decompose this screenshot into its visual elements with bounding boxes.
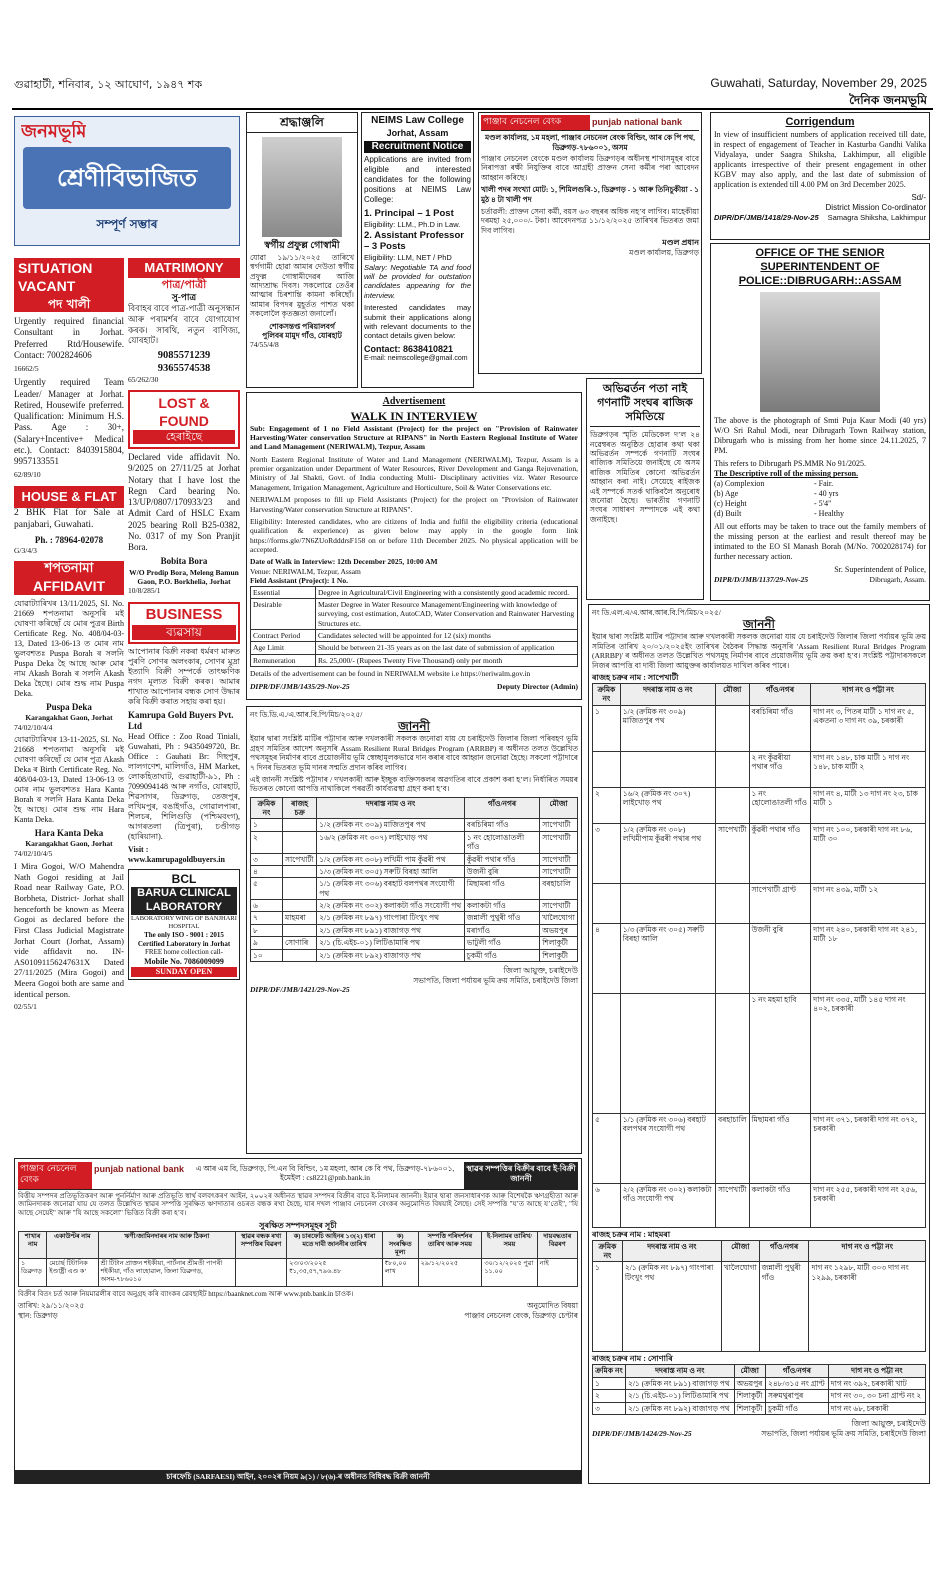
table-row: Contract Period Candidates selected will be appointed for 12 (six) months — [251, 630, 578, 642]
table-row: ৪ ১/৩ (ক্ৰমিক নং ৩০৫) সৰুটি বিৰহা আলি উজনী বুৰি সাপেখাটী — [251, 865, 578, 877]
situation-ad-1-code: 16662/5 — [14, 364, 39, 373]
interview-p2: NERIWALM proposes to fill up Field Assistants (Project) for the project on "Provision of Rainwater Harvesting/Water conservation Structure at RIPANS". — [250, 495, 578, 514]
affidavit-heading: AFFIDAVIT — [14, 578, 124, 596]
notice-right-code: DIPR/DF/JMB/1424/29-Nov-25 — [592, 1428, 692, 1438]
police-desc-row: (b) Age - 40 yrs — [714, 489, 839, 499]
lostfound-body: Declared vide affidavit No. 9/2025 on 27/11/25 at Jorhat Notary that I have lost the Regn Card bearing No. 13/UP/0807/170933/23 and Admit Card of HSLC Exam 2025 bearing Roll B25-0382, No. 0317 of my Son Pranjit Bora. — [128, 452, 240, 553]
neims-post-1-elig: Eligibility: LLM., Ph.D in Law. — [364, 220, 461, 230]
pnb-top-posts: খালী পদৰ সংখ্যা মোট: ১, শিমিলগুৰি-১, ডিব্ৰুগড় - ১ আৰু তিনিচুকীয়া - ১ মুঠ ৪ টা খালী পদ — [481, 185, 699, 204]
pnb-top-body: পাঞ্জাব নেচনেল বেংকে মণ্ডল কাৰ্যালয় ডিব্ৰুগড়ৰ অধীনস্থ শাখাসমূহৰ বাবে নিৰাপত্তা ৰক্ষী নিযুক্তিৰ বাবে আগ্ৰহী প্ৰাক্তন সেনা কৰ্মীৰ পৰা আবেদন আহ্বান কৰিছে। — [481, 154, 699, 182]
obituary-name: স্বৰ্গীয় প্ৰফুল্ল গোস্বামী — [264, 241, 340, 251]
pnb-sale-table — [18, 1231, 578, 1287]
lab-sunday: SUNDAY OPEN — [131, 967, 237, 977]
affidavit-ad-2-code: 74/02/10/4/5 — [14, 848, 53, 858]
pnb-top-sign-2: মণ্ডল কাৰ্যালয়, ডিব্ৰুগড় — [629, 248, 699, 257]
pnb-sale-sign: অনুমোদিত বিষয়া — [527, 1301, 578, 1311]
police-desc-row: (d) Built - Healthy — [714, 509, 844, 519]
pnb-sale-address: এ আৰ এম বি, ডিব্ৰুগড়, পি.এন বি বিল্ডিং, ১ম মহলা, আৰ কে বি পথ, ডিব্ৰুগড়-৭৮৬০০১, ইমেইল : cs8221@pnb.bank.in — [195, 1164, 455, 1183]
table-row: Essential Degree in Agricultural/Civil Engineering with a consistently good academic record. — [251, 586, 578, 598]
interview-footer — [250, 682, 578, 691]
interview-code: DIPR/DF/JMB/1435/29-Nov-25 — [250, 681, 350, 691]
notice-mid-title: জাননী — [398, 719, 430, 734]
affidavit-ad-2-name: Hara Kanta Deka — [34, 828, 104, 839]
notice-right-table-3 — [592, 1364, 926, 1415]
corrigendum-title: Corrigendum — [785, 116, 855, 128]
obituary-text: যোৱা ১৯/১১/২০২৫ তাৰিখে স্বৰ্গগামী হোৱা আমাৰ দেউতা স্বৰ্গীয় প্ৰফুল্ল গোস্বামীদেৱৰ আজি আদ্যশ্ৰাদ্ধ দিবস। সকলোৱে তেওঁৰ আত্মাৰ চিৰশান্তি কামনা কৰিছোঁ। আমাৰ বিপদৰ মুহূৰ্তত পাশত থকা সকলোলৈ কৃতজ্ঞতা জনালোঁ। — [250, 252, 354, 319]
table-row: ৩ ২/১ (ক্ৰমিক নং ৮৯২) বাজাগড় পথ শিলাকুটী চুকমী গাঁও দাগ নং ৬৮, চৰকাৰী — [593, 1402, 926, 1414]
classifieds-title: শ্ৰেণীবিভাজিত — [23, 147, 231, 209]
notice-mid — [246, 706, 582, 1154]
table-row: ১ নং মহমা হাবি দাগ নং ৩৩৫, মাটী ১৪৫ দাগ নং ৪০২, চৰকাৰী — [593, 993, 926, 1113]
interview-sign: Deputy Director (Admin) — [497, 681, 578, 691]
table-row: ৬ ২/২ (ক্ৰমিক নং ৩০২) কলাকটা গাঁও সংযোগী পথ সাপেখাটী কলাকটা গাঁও দাগ নং ২৫৫, চৰকাৰী দাগ নং ২৫৬, চৰকাৰী — [593, 1183, 926, 1227]
obituary — [246, 112, 358, 388]
matrimony-heading: MATRIMONY — [128, 258, 240, 278]
house-phone: Ph. : 78964-02078 — [34, 534, 104, 545]
police-ref: This refers to Dibrugarh PS.MMR No 91/2025. — [714, 459, 866, 469]
business-heading-as: ব্যৱসায় — [132, 625, 236, 640]
matrimony-code: 65/262/30 — [128, 375, 159, 384]
notice-right-footer — [592, 1429, 926, 1438]
table-row: ২ ১৬/২ (ক্ৰমিক নং ৩০৭) লাইখোড় পথ ১ নং হোলোঙাতলী গাঁও দাগ নং ৪, মাটী ১৩ দাগ নং ২৩, চাক মাটী ১ — [593, 787, 926, 823]
affidavit-ad-1-code: 74/02/10/4/4 — [14, 722, 53, 732]
pnb-top-brand: punjab national bank — [592, 117, 683, 127]
neims-college: NEIMS Law College — [371, 115, 464, 126]
police-title: OFFICE OF THE SENIOR SUPERINTENDENT OF POLICE::DIBRUGARH::ASSAM — [738, 247, 902, 287]
table-row: ১ ২/১ (ক্ৰমিক নং ৮৯৭) গাংপাৰা টিংখুং পথ খালৈঘোগা জন্নালী পুথুৰী গাঁও দাগ নং ১২৯৮, মাটী ৩০৩ দাগ নং ১২৯৯, চৰকাৰী — [593, 1262, 926, 1352]
police-code: DIPR/D/JMB/1137/29-Nov-25 — [714, 575, 809, 585]
pnb-sale-sign-2: পাঞ্জাব নেচনেল বেংক, ডিব্ৰুগড় চেণ্টাৰ — [464, 1310, 578, 1320]
pnb-top-address: মণ্ডল কাৰ্যালয়, ১ম মহলা, পাঞ্জাব নেচনেল বেংক বিল্ডিং, আৰ কে পি পথ, ডিব্ৰুগড়-৭৮৬০০১, অসম — [484, 133, 695, 152]
table-row: ১০ ২/১ (ক্ৰমিক নং ৮৯২) বাজাগড় পথ চুকমী গাঁও শিলাকুটী — [251, 949, 578, 961]
table-row: সাপেখাটী গ্ৰাণ্ট দাগ নং ৪৩৯, মাটী ১২ — [593, 883, 926, 923]
business-visit: Visit : www.kamrupagoldbuyers.in — [128, 845, 225, 864]
house-code: G/3/4/3 — [14, 546, 37, 555]
lab-iso: The only ISO - 9001 : 2015 Certified Laboratory in Jorhat — [137, 930, 231, 948]
interview-title: WALK IN INTERVIEW — [350, 408, 478, 423]
corrigendum-org: Samagra Shiksha, Lakhimpur — [827, 212, 926, 222]
notice-right-circle-3: ৰাজহ চক্ৰৰ নাম : সোণাৰি — [592, 1354, 673, 1364]
table-row: ২ নং কুঁৱৰীয়া পথাৰ গাঁও দাগ নং ১৪৮, চাক মাটী ১ দাগ নং ১৪৮, চাক মাটী ২ — [593, 751, 926, 787]
pnb-sale-title: স্থাৱৰ সম্পত্তিৰ বিক্ৰীৰ বাবে ই-বিক্ৰী জাননী — [464, 1162, 578, 1189]
notice-right — [588, 604, 930, 1484]
police-desc-row: (c) Height - 5'4" — [714, 499, 832, 509]
notice-right-sign-2: সভাপতি, জিলা পৰ্যায়ৰ ভূমি ক্ৰয় সমিতি, চৰাইদেউ জিলা — [761, 1428, 926, 1438]
interview-table — [250, 586, 578, 668]
corrigendum-sd: Sd/- — [911, 192, 926, 202]
neims-notice: Recruitment Notice — [364, 141, 471, 154]
notice-mid-sign-2: সভাপতি, জিলা পৰ্যায়ৰ ভূমি ক্ৰয় সমিতি, চৰাইদেউ জিলা — [413, 975, 578, 985]
house-heading: HOUSE & FLAT — [14, 486, 124, 508]
table-header: ক্ৰমিক নং ৰাজহ চক্ৰ দদৰাস্ত নাম ও নং গাঁও/নগৰ মৌজা — [251, 797, 578, 819]
police-appeal: All out efforts may be taken to trace out the family members of the missing person at the earliest and result thereof may be intimated to the EO SI Manash Borah (M/No. 7002028174) for further necessary action. — [714, 522, 926, 562]
table-row: ১ ২/১ (ক্ৰমিক নং ৮৯১) বাজাগড় পথ অভয়পুৰ ২৪৮/৩১৫ নং গ্ৰাণ্ট দাগ নং ৩৯২, চৰকাৰী খাট — [593, 1377, 926, 1389]
lab-home: FREE home collection call- — [145, 948, 223, 957]
pnb-sale-intro: বিত্তীয় সম্পদৰ প্ৰতিভূতিকৰণ আৰু পুনৰ্নিৰ্মাণ আৰু প্ৰতিভূতি স্বাৰ্থ বলবৎকৰণ আইন, ২০০২ৰ অধীনত স্থাৱৰ সম্পদৰ বিক্ৰীৰ বাবে ই-নিলামৰ জাননী। ইয়াৰ দ্বাৰা জনসাধাৰণক আৰু বিশেষকৈ ঋণগ্ৰহীতা আৰু জামিনদাৰক জনোৱা যায় যে তলত উল্লেখিত স্থাৱৰ সম্পত্তি সুৰক্ষিত ঋণদাতাৰ ওচৰত বন্ধক ৰখা হৈছে, যাৰ দখল পাঞ্জাব নেচনেল বেংকৰ অনুমোদিত বিষয়াই লৈছে। সেই সম্পত্তি "য’ত আছে য’তেই", "যি আছে সেয়েই" আৰু "যি আছে সকলো" ভিত্তিত বিক্ৰী কৰা হ’ব। — [18, 1191, 578, 1217]
table-row: Remuneration Rs. 25,000/- (Rupees Twenty Five Thousand) only per month — [251, 654, 578, 666]
corrigendum-footer — [714, 213, 926, 222]
notice-mid-table — [250, 797, 578, 962]
notice-mid-sign: জিলা আয়ুক্ত, চৰাইদেউ — [503, 965, 578, 975]
corrigendum — [710, 112, 930, 240]
notice-mid-code: DIPR/DF/JMB/1421/29-Nov-25 — [250, 985, 350, 995]
obituary-photo — [262, 137, 342, 237]
notice-right-table-1 — [592, 683, 926, 1228]
classifieds-brand: জনমভূমি — [21, 121, 87, 142]
table-header: ক্ৰমিক নং দদৰাস্ত নাম ও নং মৌজা গাঁও/নগৰ দাগ নং ও পট্টা নং — [593, 1240, 926, 1262]
obituary-code: 74/55/4/8 — [250, 340, 279, 350]
situation-heading-as: পদ খালী — [14, 297, 124, 312]
classifieds-subtitle: সম্পূৰ্ণ সম্ভাৰ — [96, 217, 158, 231]
notice-right-circle-2: ৰাজহ চক্ৰৰ নাম : মাহমৰা — [592, 1229, 671, 1239]
situation-ad-2-code: 62/89/10 — [14, 470, 41, 480]
affidavit-ad-1-addr: Karangakhat Gaon, Jorhat — [25, 713, 113, 723]
police-body: The above is the photograph of Smti Puja Kaur Modi (40 yrs) W/O Sri Rahul Modi, near Dibrugarh Town Railway station, Dibrugarh who is missing from her home since 24.11.2025, 7 PM. — [714, 416, 926, 456]
classifieds-banner — [14, 116, 240, 246]
police-sign: Sr. Superintendent of Police, — [834, 565, 926, 575]
situation-heading: SITUATION VACANT — [14, 258, 124, 297]
committee-title: অভিৱৰ্তন পতা নাই গণনাটি সংঘৰ ৰাজিক সমিতিয়ে — [590, 382, 700, 427]
pnb-top-header — [481, 115, 699, 131]
business-body: আপোনাৰ বিক্ৰী নকৰা ধৰ্মৰণ মাৰুত পুৰণি সোণৰ অলংকাৰ, সোণৰ মুদ্ৰা ইত্যাদি বিক্ৰী সম্পৰ্কে তাৎক্ষণিক নগদ মূল্যত বিক্ৰী কৰক। আমাৰ শাখাত আপোনাৰ বন্ধক সোণ উদ্ধাৰ কৰি বিক্ৰী কৰাত সহায় কৰা হয়। — [128, 646, 240, 706]
table-row: ৫ ১/১ (ক্ৰমিক নং ৩০৬) বৰহাট বলপথৰ সংযোগী পথ মিছামৰা গাঁও বৰহাচালি — [251, 878, 578, 900]
committee-news — [586, 378, 704, 600]
table-row: ৬ ২/২ (ক্ৰমিক নং ৩০২) কলাকটা গাঁও সংযোগী পথ কলাকটা গাঁও সাপেখাটী — [251, 900, 578, 912]
lab-name: BARUA CLINICAL LABORATORY — [131, 887, 237, 915]
interview-p3: Eligibility: Interested candidates, who are citizens of India and fulfil the eligibility criteria (educational qualification & experience) as given below may apply in the google form link https://forms.gle/7N6ZUoRdddrsF158 on or before 11th December 2025. No physical application will be accepted. — [250, 516, 578, 554]
pnb-recruit-ad — [478, 112, 702, 374]
neims-submit: Interested candidates may submit their applications along with relevant documents to the contact details given below: — [364, 303, 471, 341]
neims-post-2-elig: Eligibility: LLM, NET / PhD — [364, 253, 452, 263]
lab-mobile: Mobile No. 7086009099 — [144, 957, 224, 966]
business-heading: BUSINESS — [145, 605, 223, 623]
police-desc-title: The Descriptive roll of the missing person. — [714, 469, 859, 479]
business-heading-box — [128, 602, 240, 644]
lab-brand: BCL — [171, 872, 197, 886]
obituary-place: পুলিবৰ মামুদ গাঁও, যোৰহাট — [262, 330, 342, 340]
corrigendum-code: DIPR/DF/JMB/1418/29-Nov-25 — [714, 212, 819, 222]
table-row: ৫ ১/১ (ক্ৰমিক নং ৩০৬) বৰহাট বলপথৰ সংযোগী পথ বৰহাচালি মিছামৰা গাঁও দাগ নং ৩৭১, চৰকাৰী দাগ নং ৩৭২, চৰকাৰী — [593, 1113, 926, 1183]
table-row: ৩ সাপেখাটী ১/২ (ক্ৰমিক নং ৩০৮) লখিমী পাম কুঁৱৰী পথ কুঁৱৰী পথাৰ গাঁও সাপেখাটী — [251, 853, 578, 865]
neims-salary: Salary: Negotiable TA and food will be provided for outstation candidates appearing for the interview. — [364, 262, 471, 300]
notice-right-ref: নং ডি.এল.এ/এ.আৰ.আৰ.বি.পি/মিচ/২০২৫/ — [592, 608, 721, 617]
lostfound-heading: LOST & FOUND — [158, 395, 210, 429]
table-row: ৪ ১/৩ (ক্ৰমিক নং ৩০৫) সৰুটি বিৰহা আলি উজনী বুৰি দাগ নং ২৪০, চৰকাৰী দাগ নং ২৪১, মাটী ১৮ — [593, 923, 926, 993]
interview-field: Field Assistant (Project): 1 No. — [250, 576, 348, 586]
table-header: ক্ৰমিক নং দদৰাস্ত নাম ও নং মৌজা গাঁও/নগৰ দাগ নং ও পট্টা নং — [593, 683, 926, 705]
neims-contact: Contact: 8638410821 — [364, 343, 454, 354]
situation-ad-2: Urgently required Team Leader/ Manager at Jorhat. Retired, Housewife preferred. Qualification: Minimum H.S. Pass. Age : 30+, (Salary+Incentive+ Medical etc.). Contact: 8403915804, 9957133551 — [14, 377, 124, 467]
pnb-sale-brand: punjab national bank — [94, 1164, 185, 1174]
lostfound-addr: W/O Prodip Bora, Meleng Bamun Gaon, P.O. Borkhelia, Jorhat — [129, 567, 239, 586]
header-left-date: গুৱাহাটী, শনিবাৰ, ১২ আঘোণ, ১৯৪৭ শক — [14, 78, 203, 91]
table-row: ২ ১৬/২ (ক্ৰমিক নং ৩০৭) লাইখোড় পথ ১ নং হোলোঙাতলী গাঁও সাপেখাটী — [251, 831, 578, 853]
notice-right-sign: জিলা আয়ুক্ত, চৰাইদেউ — [851, 1418, 926, 1428]
interview-ad — [246, 392, 582, 700]
pnb-sale-header — [18, 1162, 578, 1190]
affidavit-ad-2: যোৱাট্যাৰিখৰ 13-11-2025, SI. No. 21668 শপতনামা অনুসৰি মই ঘোষণা কৰিছোঁ যে মোৰ পুত্ৰ Akash Deka ৰ Birth Certificate Reg. No. 408/04-03-13, Dated 13-06-13 ত মোৰ নাম ভুলবশতঃ Hara Kanta Borah ৰ সলনি Hara Kanta Deka হৈ আছে। মোৰ শুদ্ধ নাম Hara Kanta Deka. — [14, 735, 124, 825]
pnb-sale-sign-row — [18, 1301, 578, 1320]
affidavit-heading-as: শপতনামা — [14, 561, 124, 577]
pnb-top-brand-as: পাঞ্জাব নেচনেল বেংক — [481, 115, 590, 130]
corrigendum-sign: District Mission Co-ordinator — [825, 202, 926, 212]
lostfound-heading-box — [128, 390, 240, 449]
header-rule — [12, 108, 933, 110]
matrimony-phone-2: 9365574538 — [157, 362, 211, 374]
table-row: ৩ ১/২ (ক্ৰমিক নং ৩০৮) লখিমীপাম কুঁৱৰী পথাৰ পথ সাপেখাটী কুঁৱৰী পথাৰ গাঁও দাগ নং ১০০, চৰকাৰী দাগ নং ৮৬, মাটী ৩০ — [593, 823, 926, 883]
business-office: Head Office : Zoo Road Tiniali, Guwahati, Ph : 9435049720, Br. Office : Gauhati Br: দিছপুৰ, লালগণেশ, মালিগাঁও, HM Market, লোকহিতাঘাট, গুৱাহাটী-৯১, Ph : 7099094148 আৰু নগাঁও, যোৰহাট, শিৱসাগৰ, ডিব্ৰুগড়, তেজপুৰ, লখিমপুৰ, বঙাইগাঁও, গোৱালপাৰা, শিলচৰ, শিলিগুড়ি (পশ্চিমবংগ), আগৰতলা (ত্ৰিপুৰা), চণ্ডীগড় (হাৰিয়ানা). — [128, 732, 240, 841]
house-ad: 2 BHK Flat for Sale at panjabari, Guwahati. — [14, 508, 124, 530]
pnb-sale-brand-as: পাঞ্জাব নেচনেল বেংক — [18, 1162, 92, 1189]
pnb-sale-schedule: সুৰক্ষিত সম্পদসমূহৰ সূচী — [259, 1220, 337, 1230]
table-header: ক্ৰমিক নং দদৰাস্ত নাম ও নং মৌজা গাঁও/নগৰ দাগ নং ও পট্টা নং — [593, 1365, 926, 1377]
notice-right-circle-1: ৰাজহ চক্ৰৰ নাম : সাপেখাটী — [592, 672, 679, 682]
table-row: ৭ মাহমৰা ২/১ (ক্ৰমিক নং ৮৯৭) গাংপাৰা টিংখুং পথ জন্নালী পুথুৰী গাঁও খালৈঘোগা — [251, 912, 578, 924]
pnb-sale-terms: বিক্ৰীৰ বিতং চৰ্ত আৰু নিয়মাৱলীৰ বাবে অনুগ্ৰহ কৰি ব্যাংকৰ ৱেবছাইট https://baanknet.com আৰু www.pnb.bank.in চাওক। — [18, 1289, 354, 1298]
missing-person-photo — [760, 292, 880, 412]
obituary-title: শ্ৰদ্ধাঞ্জলি — [247, 113, 357, 133]
interview-sub: Sub: Engagement of 1 no Field Assistant (Project) for the project on "Provision of Rainwater Harvesting/Water conservation Structure at RIPANS" in North Eastern Regional Institute of Water and Land Management (NERIWALM), Tezpur, Assam — [250, 423, 578, 452]
notice-mid-body: ইয়াৰ দ্বাৰা সংশ্লিষ্ট মাটিৰ পট্টাদাৰ আৰু দখলকাৰী সকলক জনোৱা যায় যে চৰাইদেউ জিলাৰ জিলা পৰিবহণ ভূমি গ্ৰহণ সমিতিৰ আদেশ অনুসৰি Assam Resilient Rural Bridges Program (ARRBP) ৰ অধীনত তলত উল্লেখিত পথসমূহৰ নিৰ্মাণৰ বাবে প্ৰয়োজনীয় ভূমি স্বেচ্ছামূলকভাৱে দান কৰাৰ বাবে আহ্বান জনোৱা হৈছে। সকলো পট্টাদাৰে ৭ দিনৰ ভিতৰত ভূমি দানৰ সন্মতি প্ৰদান কৰিব লাগিব। — [250, 734, 578, 772]
matrimony-heading-as: পাত্ৰ/পাত্ৰী — [161, 278, 207, 292]
notice-mid-body-2: এই জাননী সংশ্লিষ্ট পট্টাদাৰ / দখলকাৰী আৰু ইচ্ছুক ব্যক্তিসকলৰ অৱগতিৰ বাবে প্ৰকাশ কৰা হ’ল। নিৰ্ধাৰিত সময়ৰ ভিতৰত কোনো আপত্তি নাথাকিলে পৰৱৰ্তী কাৰ্যব্যৱস্থা গ্ৰহণ কৰা হ’ব। — [250, 774, 578, 794]
pnb-sale-footer: চাৰফেচি (SARFAESI) আইন, ২০০২ৰ নিয়ম ৯(১) / ৮(৬)-ৰ অধীনত বিধিবদ্ধ বিক্ৰী জাননী — [15, 1470, 581, 1483]
notice-mid-ref: নং ডি.ডি.এ./এ.আৰ.বি.পি/মিচ/২০২৫/ — [250, 710, 363, 719]
lab-ad — [128, 869, 240, 980]
header-right-date: Guwahati, Saturday, November 29, 2025 — [710, 76, 927, 90]
matrimony-phone-1: 9085571239 — [157, 349, 211, 361]
police-desc-list — [714, 479, 926, 519]
neims-email: E-mail: neimscollege@gmail.com — [364, 354, 468, 362]
notice-right-table-2 — [592, 1240, 926, 1353]
table-row: ৯ সোণাৰি ২/১ (চি.এইচ-০১) লিটিঙামাৰি পথ ভাটুলী গাঁও শিলাকুটী — [251, 937, 578, 949]
interview-details: Details of the advertisement can be found in NERIWALM website i.e https://neriwalm.gov.in — [250, 669, 531, 679]
interview-venue: Venue: NERIWALM, Tezpur, Assam — [250, 566, 361, 576]
header-paper-name: দৈনিক জনমভূমি — [849, 93, 927, 107]
lostfound-heading-as: হেৰাইছে — [133, 430, 235, 444]
table-row: ১ ডিব্ৰুগড় মেচাৰ্ছ টিটানিক ইণ্ডাষ্ট্ৰী এণ্ড ক’ শ্ৰী টিটান প্ৰাক্তন শইকীয়া, পাৰ্টনাৰ শ্ৰীমতী পাপৰী শইকীয়া, গাঁও লাহোৱাল, জিলা ডিব্ৰুগড়, অসম-৭৮৬০১০ ২৩/০৩/২০২৫ ₹১,৩৫,৫৭,৭৯৬.৪৮ ₹৮০,০০ লাখ ২৯/১২/২০২৫ ৩০/১২/২০২৫ পুৱা ১১.০০ নাই — [19, 1259, 578, 1286]
business-company: Kamrupa Gold Buyers Pvt. Ltd — [128, 709, 234, 731]
notice-right-body: ইয়াৰ দ্বাৰা সংশ্লিষ্ট মাটিৰ পট্টাদাৰ আৰু দখলকাৰী সকলক জনোৱা যায় যে চৰাইদেউ জিলাৰ জিলা পৰ্যায়ৰ ভূমি ক্ৰয় সমিতিৰ তাৰিখ ২০/০১/২০২৫ইং তাৰিখৰ বৈঠকৰ সিদ্ধান্ত অনুসৰি 'Assam Resilient Rural Bridges Program (ARRBP)' ৰ অধীনত তলত উল্লেখিত পথসমূহ নিৰ্মাণৰ বাবে প্ৰয়োজনীয় ভূমি ক্ৰয় কৰা হ’ব। সংশ্লিষ্ট পট্টাদাৰসকলে নিজৰ আপত্তি বা দাবী জিলা আয়ুক্তৰ কাৰ্যালয়ত দাখিল কৰিব পাৰে। — [592, 632, 926, 670]
pnb-top-terms: চৰ্তাৱলী: প্ৰাক্তন সেনা কৰ্মী, বয়স ৬৩ বছৰৰ অধিক নহ’ব লাগিব। মাহেকীয়া দৰমহা ২৫,০০০/- টকা। আবেদনপত্ৰ ১১/১২/২০২৫ তাৰিখৰ ভিতৰত জমা দিব লাগিব। — [481, 206, 699, 235]
pnb-sale-notice — [14, 1158, 582, 1484]
police-footer — [714, 575, 926, 584]
police-notice — [710, 243, 930, 601]
table-row: ৮ ২/১ (ক্ৰমিক নং ৮৯১) বাজাগড় পথ মৰাগাঁও অভয়পুৰ — [251, 924, 578, 936]
situation-ad-1: Urgently required financial Consultant in Jorhat. Preferred Rtd/Housewife. Contact: 7002824606 — [14, 316, 124, 360]
police-sign-2: Dibrugarh, Assam. — [869, 575, 926, 585]
interview-p1: North Eastern Regional Institute of Water and Land Management (NERIWALM), Tezpur, Assam is a premier organization under Department of Water Resources, River Development and Ganga Rejuvenation, Ministry of Jal Shakti, Govt. of India conducting Multi- Disciplinary activities viz. Water Resource Management, Irrigation Management, Agriculture and Horticulture, Soil & Water Conservations etc. — [250, 454, 578, 492]
affidavit-ad-3-code: 02/55/1 — [14, 1002, 37, 1012]
corrigendum-body: In view of insufficient numbers of application received till date, in respect of engagement of Teacher in Kasturba Gandhi Valika Vidyalaya, under Saagra Shiksha, Lakhimpur, all eligible applicants irrespective of their present engagement in other KGBV may also apply, and the last date of submission of application is extended till 4.00 PM on 3rd December 2025. — [714, 129, 926, 189]
interview-label: Advertisement — [382, 396, 446, 407]
matrimony-body: বিবাহৰ বাবে পাত্ৰ-পাত্ৰী অনুসন্ধান আৰু পৰামৰ্শৰ বাবে যোগাযোগ কৰক। সাৰথি, নতুন বাণিজ্য, যোৰহাট। — [128, 303, 240, 346]
table-row: Desirable Master Degree in Water Resource Management/Engineering with knowledge of surveying, cost estimation, AutoCAD, Water Conservation and Rainwater Harvesting Structures etc. — [251, 598, 578, 629]
table-row: ১ ১/২ (ক্ৰমিক নং ৩০৯) মাজিতপুৰ পথ বৰচিৰিমা গাঁও দাগ নং ৩, পিতৰ মাটী ১ দাগ নং ৫, একতনা ৩ দাগ নং ৩৯, চৰকাৰী — [593, 705, 926, 751]
lostfound-name: Bobita Bora — [160, 556, 208, 567]
table-row: ২ ২/১ (চি.এইচ-০১) লিটিঙামাৰি পথ শিলাকুটী সৰুমথুৰাপুৰ দাগ নং ৩০, ৩০ চনা গ্ৰাণ্ট নং ২ — [593, 1390, 926, 1402]
affidavit-ad-3: I Mira Gogoi, W/O Mahendra Nath Gogoi residing at Jail Road near Railway Gate, P.O. Borbheta, District- Jorhat shall henceforth be known as Meera Gogoi as declared before the First Class Judicial Magistrate Jorhat Court (Jorhat, Assam) vide affidavit no. IN-AS01091156247631X Dated 27/11/2025 (Mira Gogoi) and Meera Gogoi both are same and identical person. — [14, 861, 124, 999]
police-desc-row: (a) Complexion - Fair. — [714, 479, 834, 489]
obituary-family: শোকসন্তপ্ত পৰিয়ালবৰ্গ — [269, 321, 335, 331]
pnb-sale-place: স্থান: ডিব্ৰুগড় — [18, 1310, 58, 1320]
lab-sub: LABORATORY WING OF BANJHARI HOSPITAL — [131, 914, 237, 930]
table-row: ১ ১/২ (ক্ৰমিক নং ৩০৯) মাজিতপুৰ পথ বৰচিৰিমা গাঁও সাপেখাটী — [251, 819, 578, 831]
table-header: শাখাৰ নাম একাউণ্টৰ নাম ঋণী/জামিনদাৰৰ নাম আৰু ঠিকনা স্থাৱৰ বন্ধক ৰখা সম্পত্তিৰ বিৱৰণ ক) চাৰফেচি আইনৰ ১৩(২) ধাৰা মতে দাবী জাননীৰ তাৰিখ ক) সংৰক্ষিত মূল্য সম্পত্তি পৰিদৰ্শনৰ তাৰিখ আৰু সময় ই-নিলামৰ তাৰিখ/সময় দায়বদ্ধতাৰ বিৱৰণ — [19, 1231, 578, 1258]
neims-intro: Applications are invited from eligible and interested candidates for the following positions at NEIMS Law College: — [364, 155, 471, 205]
neims-ad — [361, 112, 474, 388]
interview-date: Date of Walk in Interview: 12th December 2025, 10:00 AM — [250, 557, 438, 567]
affidavit-ad-1-name: Puspa Deka — [46, 702, 92, 713]
pnb-top-sign: মণ্ডল প্ৰধান — [662, 238, 699, 247]
lostfound-code: 10/8/285/1 — [128, 586, 161, 596]
table-row: Age Limit Should be between 21-35 years as on the last date of submission of application — [251, 642, 578, 654]
pnb-sale-date: তাৰিখ: ২৯/১১/২০২৫ — [18, 1301, 85, 1311]
affidavit-ad-1: যোৱাট্যাৰিখৰ 13/11/2025, SI. No. 21669 শপতনামা অনুসৰি মই ঘোষণা কৰিছোঁ যে মোৰ পুত্ৰৰ Birth Certificate Reg. No. 408/04-03-13, Dated 13-06-13 ত মোৰ নাম ভুলবশতঃ Puspa Borah ৰ সলনি Puspa Deka হৈ আছে আৰু মোৰ নাম Akash Borah ৰ সলনি Akash Deka হৈছে। মোৰ শুদ্ধ নাম Puspa Deka. — [14, 599, 124, 699]
neims-post-1: 1. Principal – 1 Post — [364, 208, 454, 220]
matrimony-sub: সু-পাত্ৰ — [171, 292, 197, 302]
notice-right-title: জাননী — [743, 617, 775, 632]
neims-city: Jorhat, Assam — [386, 127, 449, 138]
affidavit-ad-2-addr: Karangakhat Gaon, Jorhat — [25, 839, 113, 849]
neims-post-2: 2. Assistant Professor – 3 Posts — [364, 229, 464, 253]
committee-body: ডিব্ৰুগড়ৰ স্মৃতি মেডিকেল দ’ল ২৪ নৱেম্বৰত অনুষ্ঠিত হোৱাৰ কথা থকা অভিৱৰ্তন সম্পৰ্কে গণনাটি সংঘৰ ৰাজ্যিক সমিতিয়ে জনাইছে যে অসম ৰাজিক সমিতিৰ কোনো অভিৱৰ্তন আহ্বান কৰা নাই। সেয়েহে ৰাইজক এই সম্পৰ্কে সতৰ্ক থাকিবলৈ অনুৰোধ জনোৱা হৈছে। ভাৰতীয় গণনাটি সংঘৰ সাধাৰণ সম্পাদকে এই কথা জনাইছে। — [590, 430, 700, 524]
